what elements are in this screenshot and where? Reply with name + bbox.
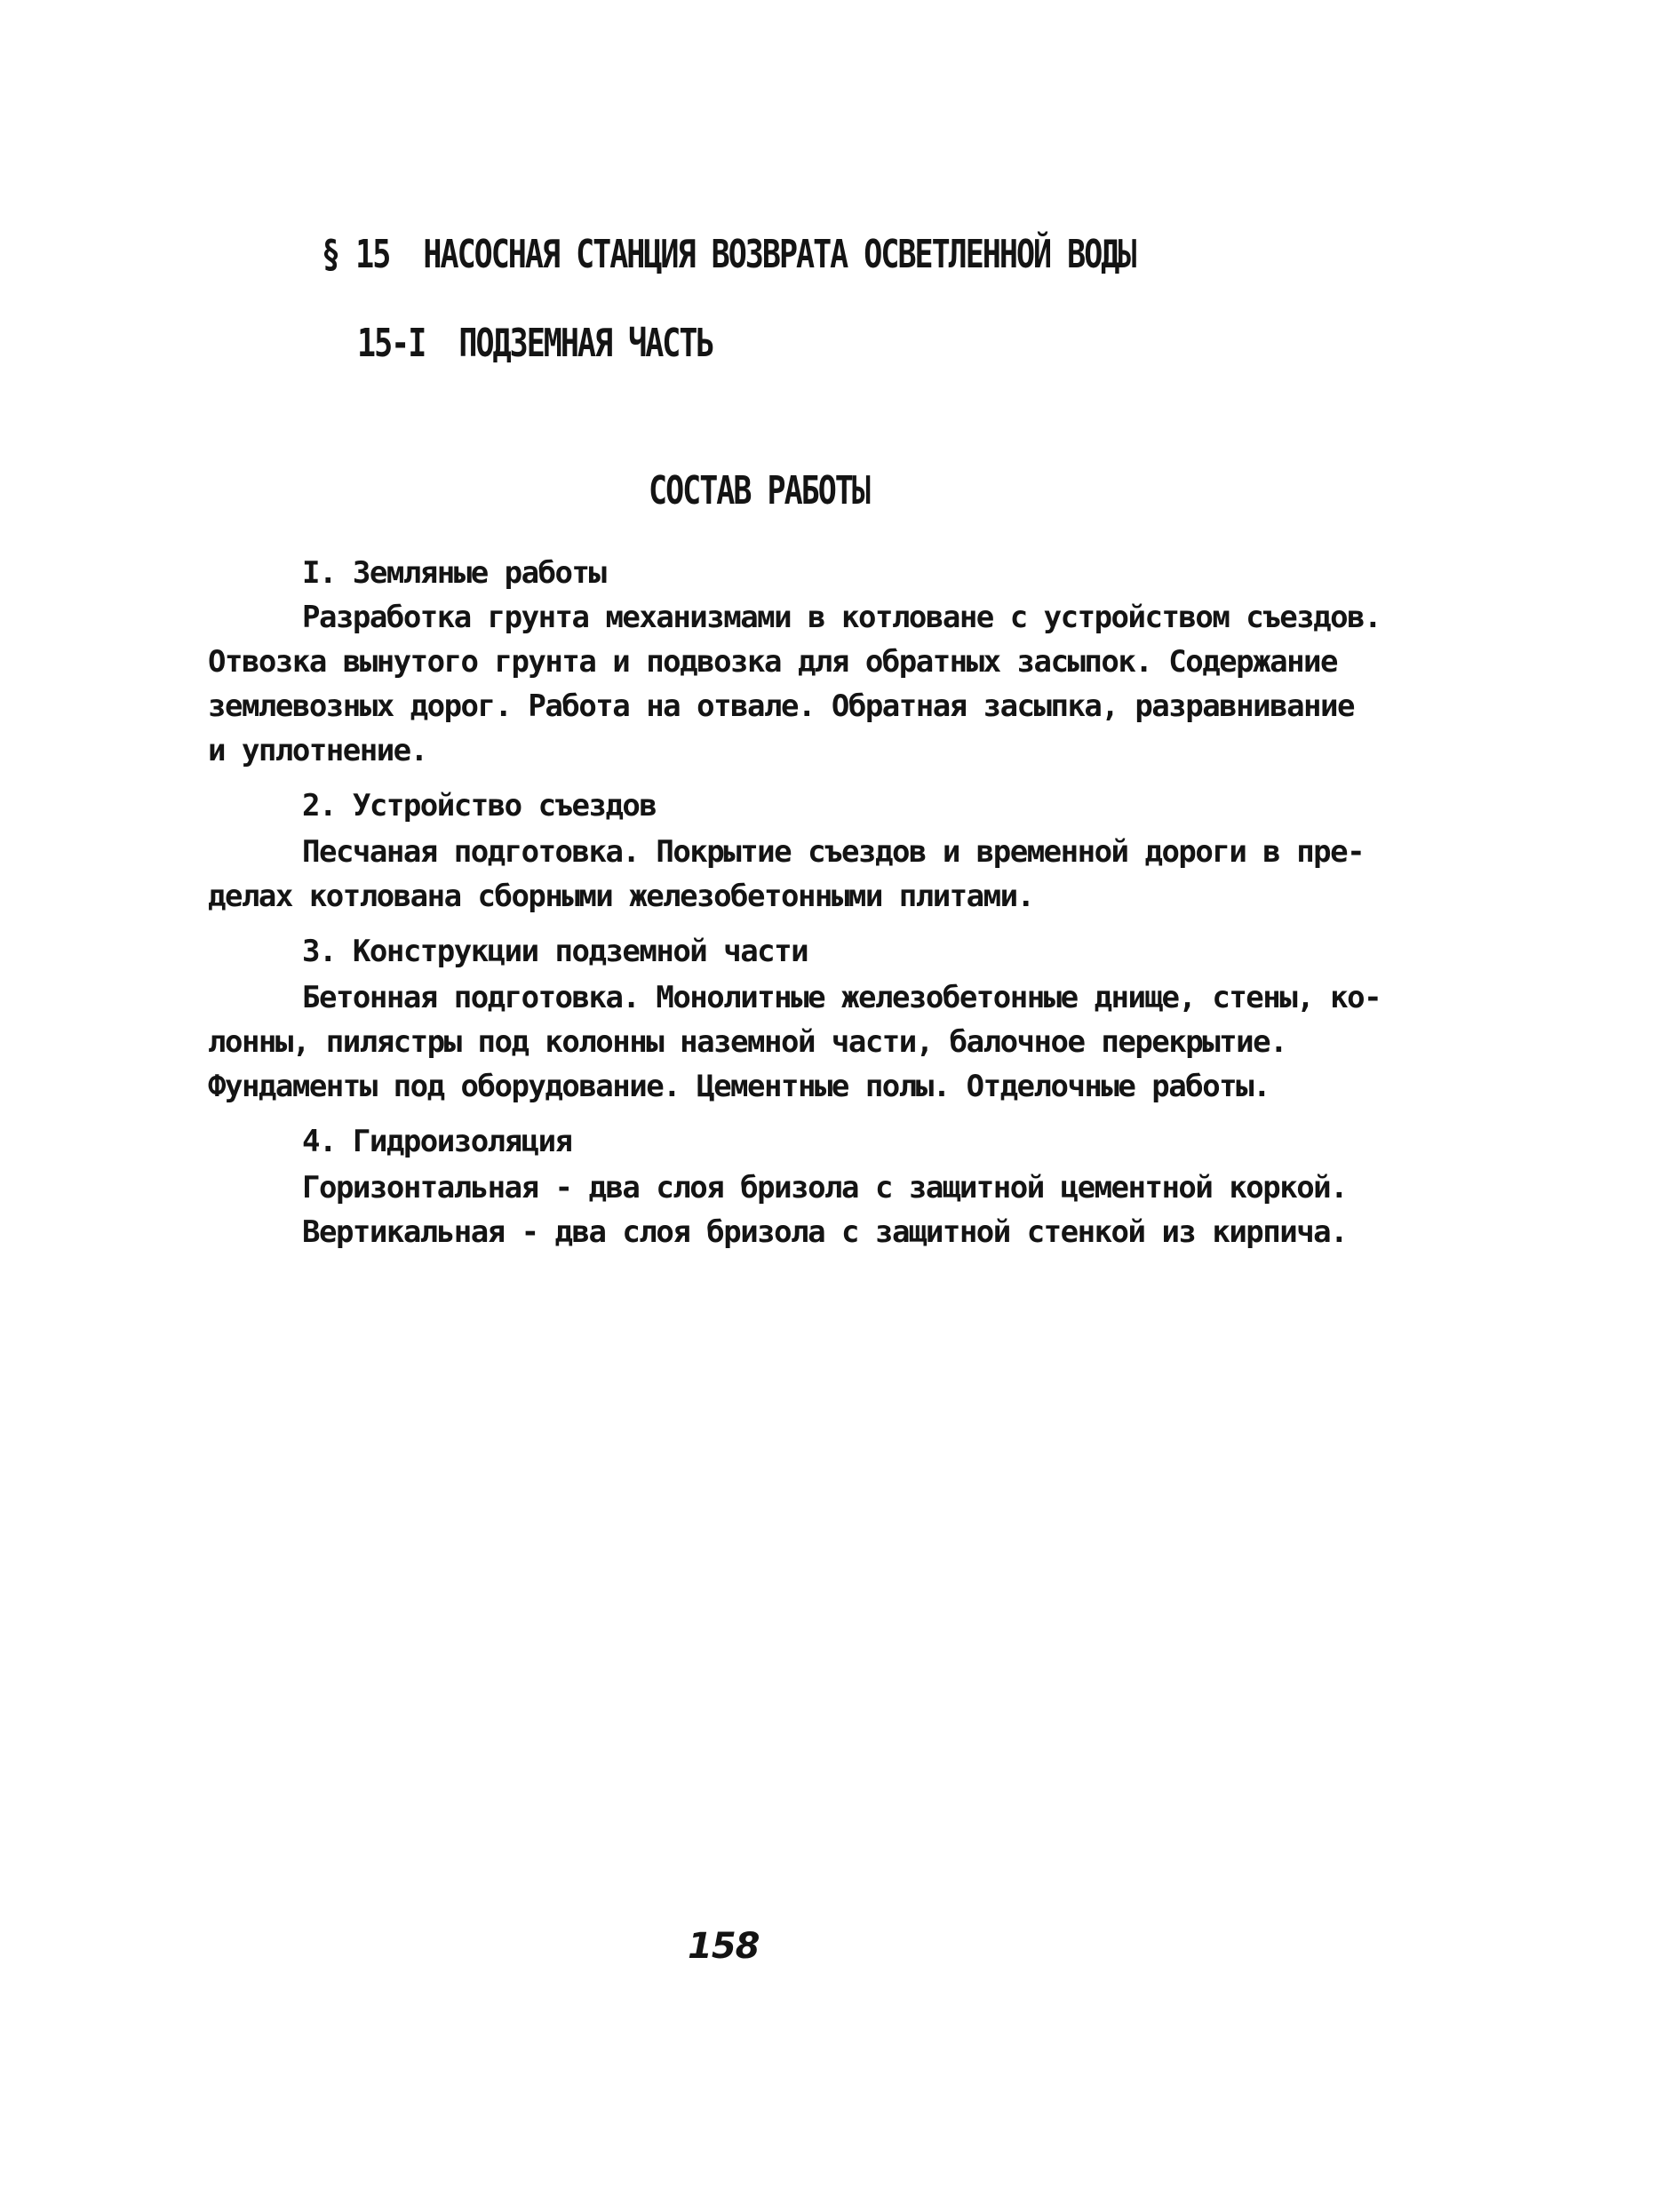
item-1-heading: I. Земляные работы	[302, 555, 606, 591]
item-2-line-1: Песчаная подготовка. Покрытие съездов и временной дороги в пре-	[302, 834, 1365, 870]
item-3-line-2: лонны, пилястры под колонны наземной части, балочное перекрытие.	[208, 1024, 1287, 1060]
item-1-line-1: Разработка грунта механизмами в котловане с устройством съездов.	[302, 600, 1381, 635]
page-number: 158	[688, 1926, 760, 1967]
item-1-line-2: Отвозка вынутого грунта и подвозка для обратных засыпок. Содержание	[208, 644, 1337, 680]
item-3-line-1: Бетонная подготовка. Монолитные железобетонные днище, стены, ко-	[302, 980, 1381, 1015]
item-3-line-3: Фундаменты под оборудование. Цементные полы. Отделочные работы.	[208, 1069, 1270, 1104]
item-3-heading: 3. Конструкции подземной части	[302, 934, 808, 969]
item-2-heading: 2. Устройство съездов	[302, 788, 657, 824]
item-1-line-4: и уплотнение.	[208, 733, 427, 768]
item-1-line-3: землевозных дорог. Работа на отвале. Обратная засыпка, разравнивание	[208, 688, 1354, 724]
item-4-line-1: Горизонтальная - два слоя бризола с защитной цементной коркой.	[302, 1170, 1348, 1205]
item-4-line-2: Вертикальная - два слоя бризола с защитной стенкой из кирпича.	[302, 1214, 1348, 1250]
work-composition-title: СОСТАВ РАБОТЫ	[649, 469, 869, 514]
section-heading: § 15 НАСОСНАЯ СТАНЦИЯ ВОЗВРАТА ОСВЕТЛЕННОЙ ВОДЫ	[322, 233, 1135, 278]
item-4-heading: 4. Гидроизоляция	[302, 1124, 572, 1159]
subsection-heading: 15-I ПОДЗЕМНАЯ ЧАСТЬ	[357, 322, 713, 367]
item-2-line-2: делах котлована сборными железобетонными плитами.	[208, 879, 1034, 914]
